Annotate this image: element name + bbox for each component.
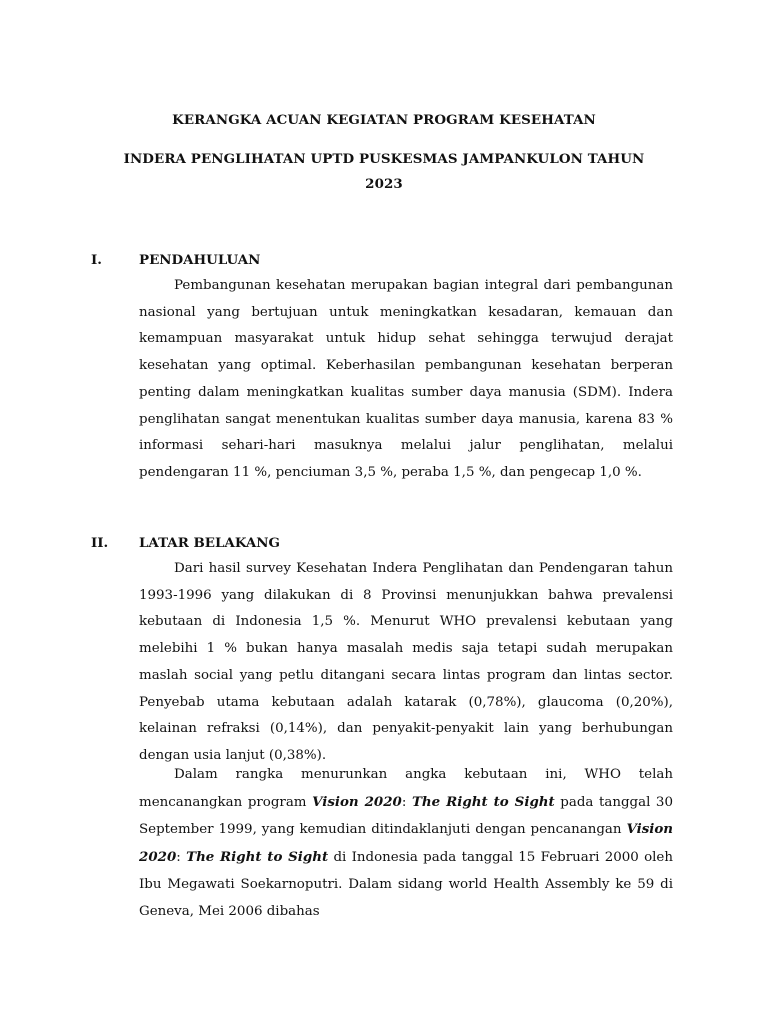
section-number-2: II. [91,535,109,551]
section-number-1: I. [91,252,102,268]
paragraph-text: Dalam rangka menurunkan angka kebutaan ini, WHO telah mencanangkan program [139,767,673,810]
paragraph-text: pada tanggal 30 September 1999, yang kemudian ditindaklanjuti dengan pencanangan [139,794,673,838]
separator-colon: : [176,850,187,866]
separator-colon: : [401,794,412,810]
paragraph-pendahuluan: Pembangunan kesehatan merupakan bagian integral dari pembangunan nasional yang bertujuan untuk meningkatkan kesadaran, kemauan dan kemampuan masyarakat untuk hidup sehat sehingga terwujud derajat kesehatan yang optimal. Keberhasilan pembangunan kesehatan berperan penting dalam meningkatkan kualitas sumber daya manusia (SDM). Indera penglihatan sangat menentukan kualitas sumber daya manusia, karena 83 % informasi sehari-hari masuknya melalui jalur penglihatan, melalui pendengaran 11 %, penciuman 3,5 %, peraba 1,5 %, dan pengecap 1,0 %. [139,278,673,480]
paragraph-text: di Indonesia pada tanggal 15 Februari 2000 oleh Ibu Megawati Soekarnoputri. Dalam sidang world Health Assembly ke 59 di Geneva, Mei 2006 dibahas [139,850,673,919]
section-heading-latar-belakang: LATAR BELAKANG [139,535,280,551]
right-to-sight-emphasis: The Right to Sight [186,849,329,866]
paragraph-latar-belakang-1: Dari hasil survey Kesehatan Indera Penglihatan dan Pendengaran tahun 1993-1996 yang dilakukan di 8 Provinsi menunjukkan bahwa prevalensi kebutaan di Indonesia 1,5 %. Menurut WHO prevalensi kebutaan yang melebihi 1 % bukan hanya masalah medis saja tetapi sudah merupakan maslah social yang petlu ditangani secara lintas program dan lintas sector. Penyebab utama kebutaan adalah katarak (0,78%), glaucoma (0,20%), kelainan refraksi (0,14%), dan penyakit-penyakit lain yang berhubungan dengan usia lanjut (0,38%). [139,561,673,763]
right-to-sight-emphasis: The Right to Sight [411,793,555,810]
document-title-line-2: INDERA PENGLIHATAN UPTD PUSKESMAS JAMPANKULON TAHUN [123,151,645,167]
vision-2020-emphasis: Vision 2020 [139,821,673,866]
document-title-line-1: KERANGKA ACUAN KEGIATAN PROGRAM KESEHATAN [172,112,596,128]
paragraph-latar-belakang-2 [139,762,673,925]
vision-2020-emphasis: Vision 2020 [312,793,402,810]
section-heading-pendahuluan: PENDAHULUAN [139,252,261,268]
document-title-line-3: 2023 [365,176,403,192]
